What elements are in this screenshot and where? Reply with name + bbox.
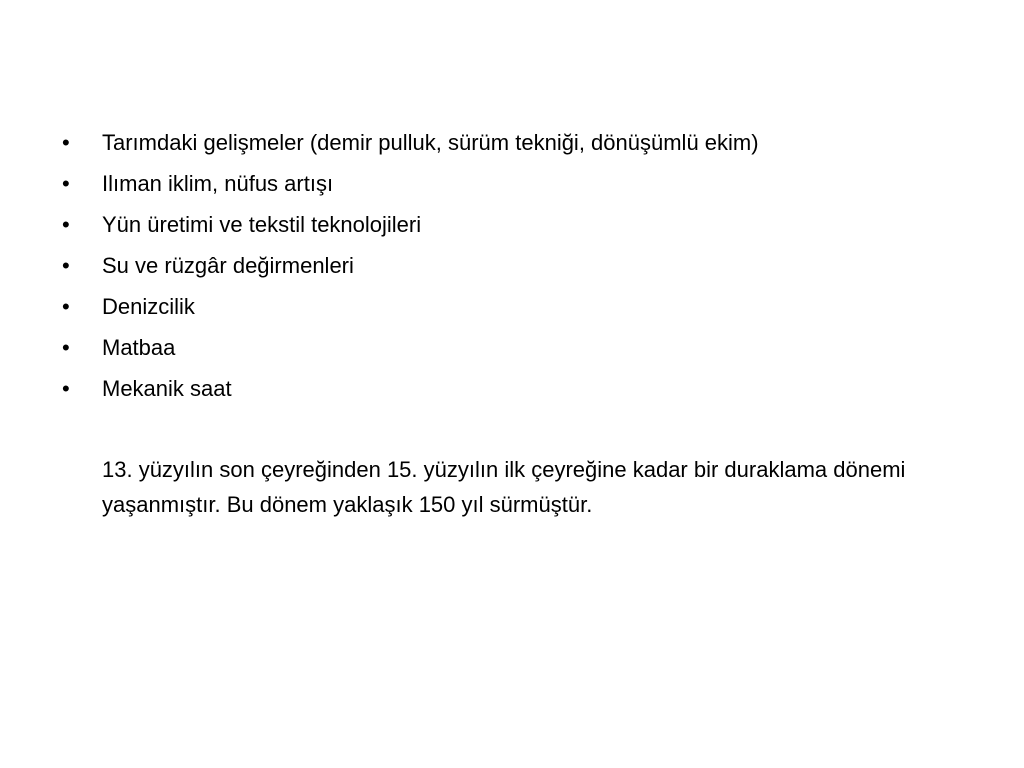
bullet-item-climate bbox=[62, 163, 982, 204]
bullet-item-seafaring bbox=[62, 286, 982, 327]
bullet-text: Yün üretimi ve tekstil teknolojileri bbox=[102, 212, 422, 237]
bullet-text: Denizcilik bbox=[102, 294, 195, 319]
bullet-item-agriculture bbox=[62, 122, 982, 163]
bullet-text: Ilıman iklim, nüfus artışı bbox=[102, 171, 334, 196]
bullet-icon: • bbox=[62, 335, 70, 360]
bullet-item-textile bbox=[62, 204, 982, 245]
bullet-item-mills bbox=[62, 245, 982, 286]
summary-paragraph: 13. yüzyılın son çeyreğinden 15. yüzyılın ilk çeyreğine kadar bir duraklama dönemi yaşanmıştır. Bu dönem yaklaşık 150 yıl sürmüştür. bbox=[102, 457, 906, 517]
bullet-text: Su ve rüzgâr değirmenleri bbox=[102, 253, 354, 278]
bullet-icon: • bbox=[62, 376, 70, 401]
bullet-item-clock bbox=[62, 368, 982, 409]
bullet-text: Matbaa bbox=[102, 335, 176, 360]
bullet-list bbox=[62, 122, 982, 409]
bullet-icon: • bbox=[62, 130, 70, 155]
bullet-item-printing bbox=[62, 327, 982, 368]
bullet-text: Tarımdaki gelişmeler (demir pulluk, sürüm tekniği, dönüşümlü ekim) bbox=[102, 130, 759, 155]
bullet-icon: • bbox=[62, 212, 70, 237]
bullet-icon: • bbox=[62, 294, 70, 319]
bullet-icon: • bbox=[62, 253, 70, 278]
bullet-text: Mekanik saat bbox=[102, 376, 232, 401]
bullet-icon: • bbox=[62, 171, 70, 196]
